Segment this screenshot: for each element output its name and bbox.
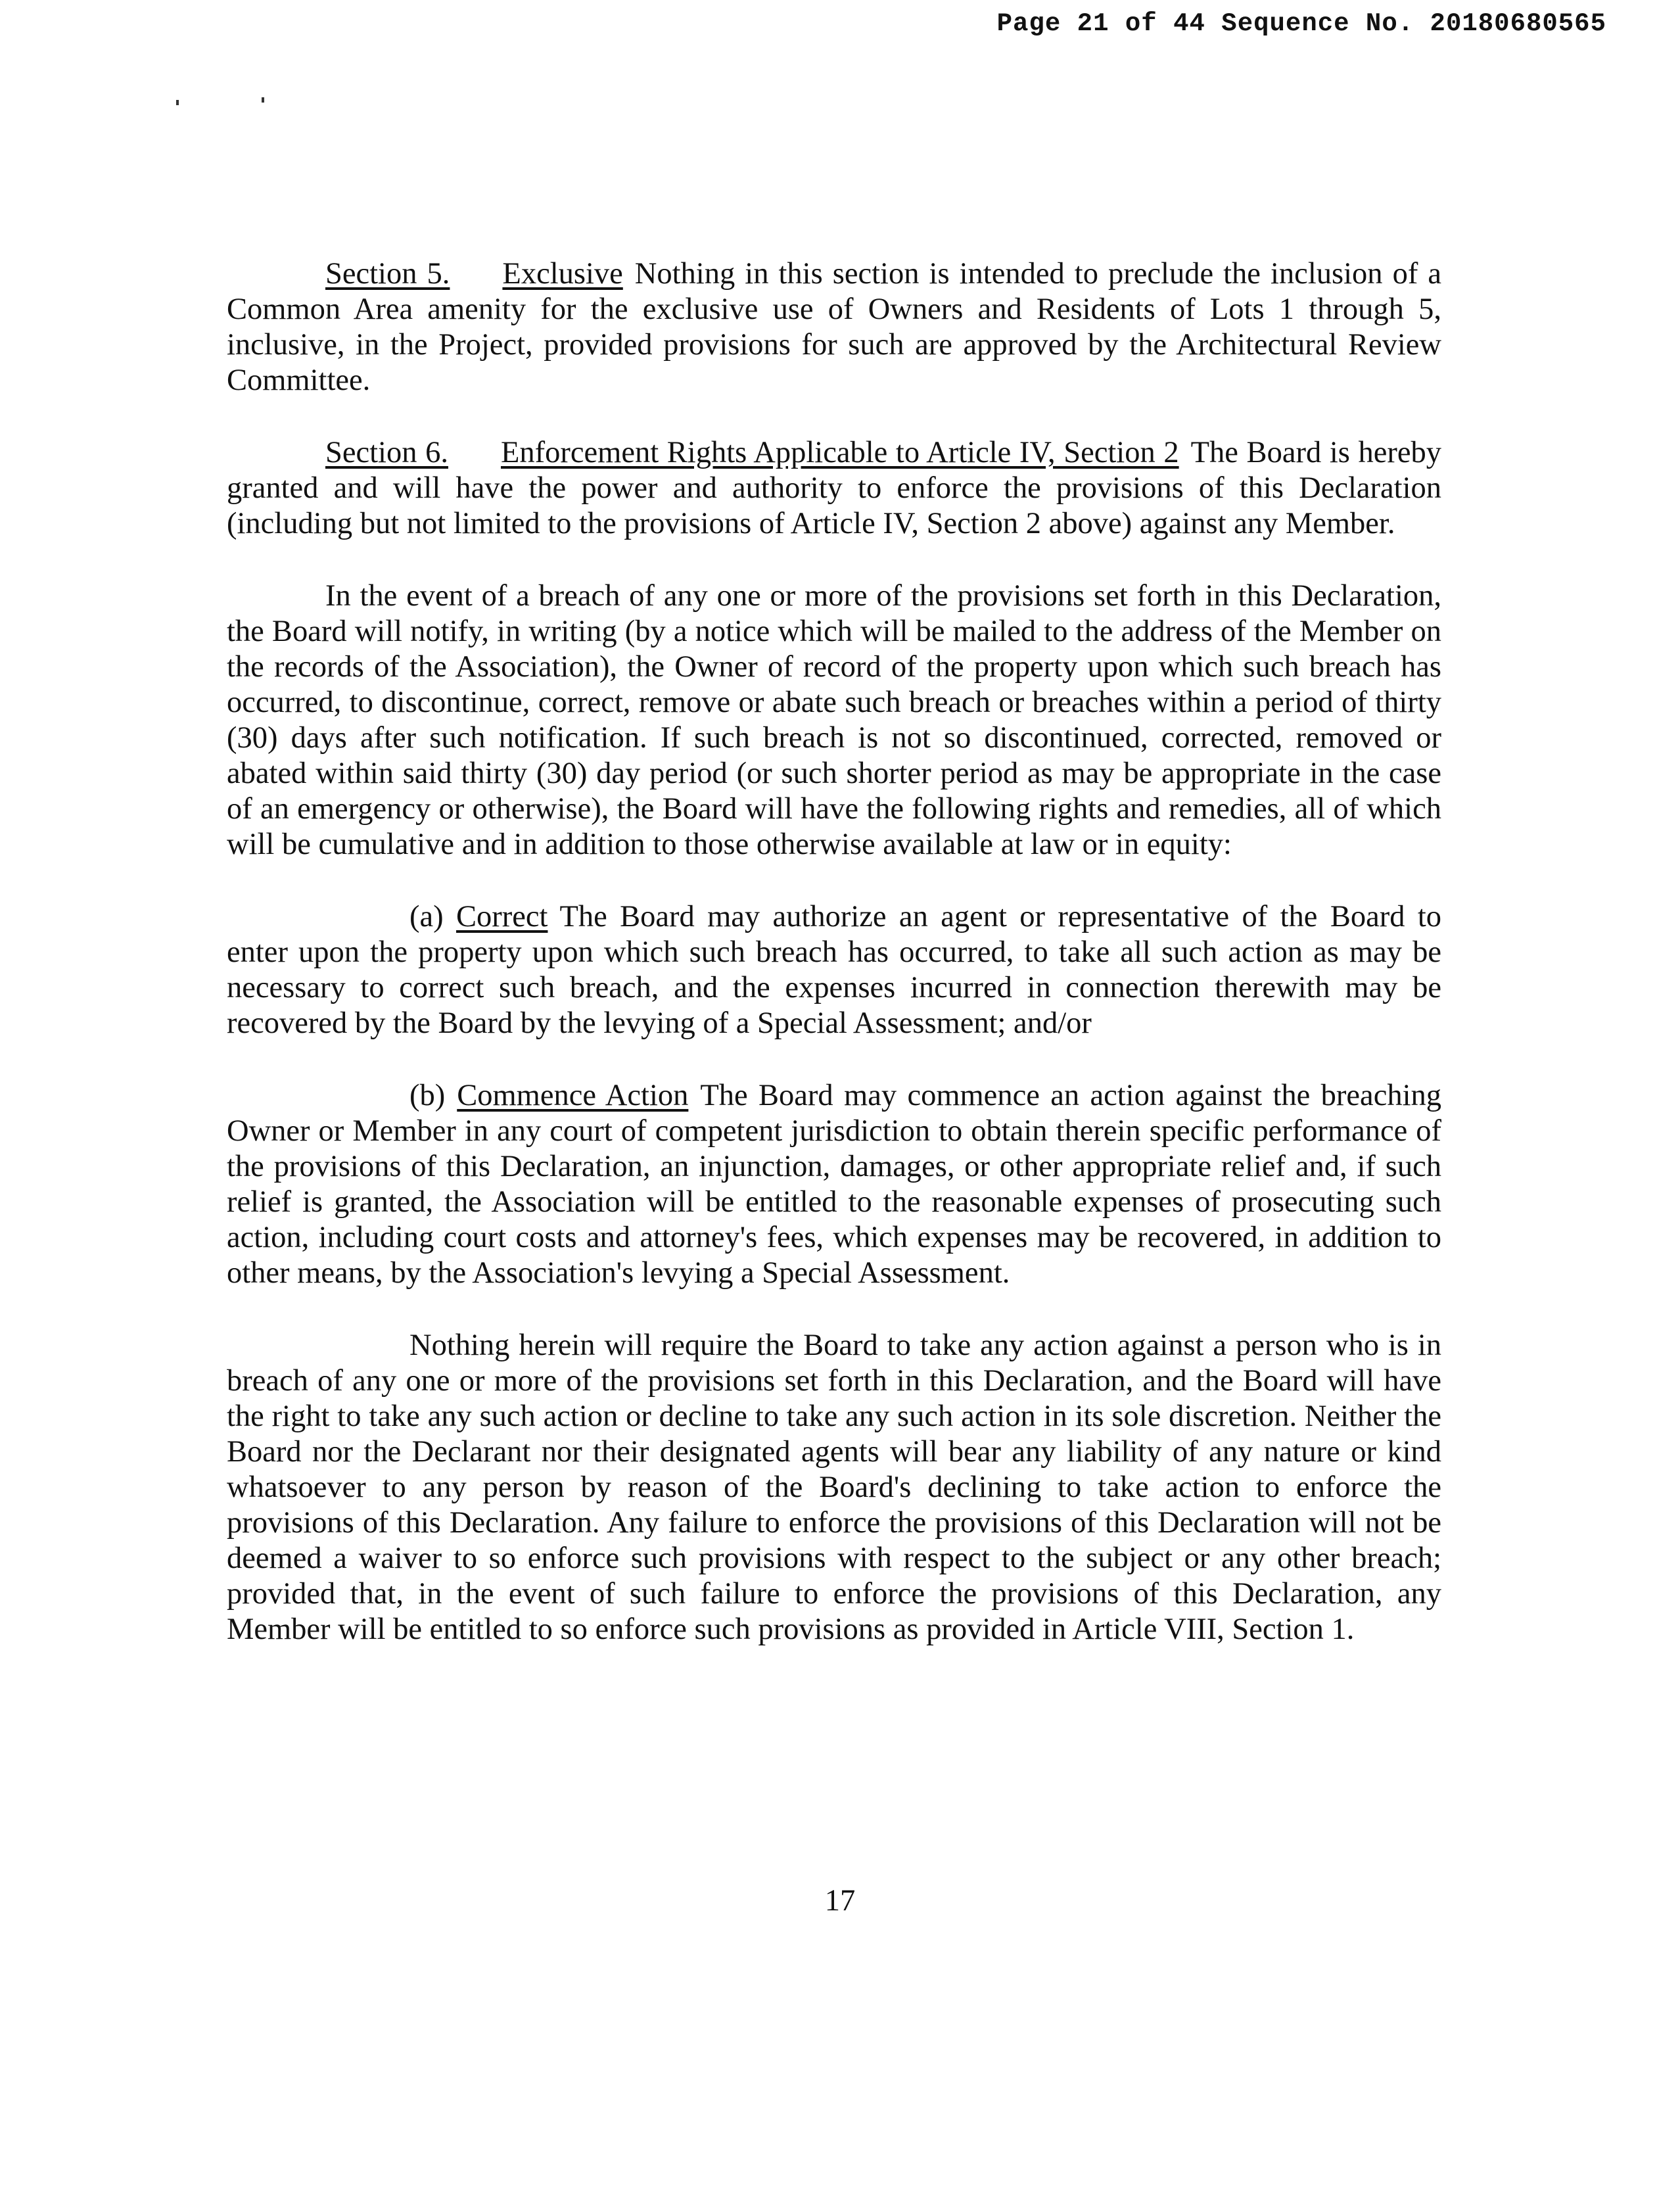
item-b-marker: (b) xyxy=(409,1079,446,1112)
section-6-label: Section 6. xyxy=(325,436,448,469)
item-b-heading: Commence Action xyxy=(457,1079,689,1112)
scan-speck xyxy=(262,97,264,103)
item-a-text: The Board may authorize an agent or representative of the Board to enter upon the property upon which such breach has occurred, to take all such action as may be necessary to correct such breach, and the expenses incurred in connection therewith may be recovered by the Board by the levying of a Special Assessment; and/or xyxy=(227,900,1442,1040)
breach-paragraph: In the event of a breach of any one or more of the provisions set forth in this Declaration, the Board will notify, in writing (by a notice which will be mailed to the address of the Member on the records of the Association), the Owner of record of the property upon which such breach has occurred, to discontinue, correct, remove or abate such breach or breaches within a period of thirty (30) days after such notification. If such breach is not so discontinued, corrected, removed or abated within said thirty (30) day period (or such shorter period as may be appropriate in the case of an emergency or otherwise), the Board will have the following rights and remedies, all of which will be cumulative and in addition to those otherwise available at law or in equity: xyxy=(227,579,1441,861)
section-6-text: The Board is hereby granted and will have the power and authority to enforce the provisions of this Declaration (including but not limited to the provisions of Article IV, Section 2 above) against any Member. xyxy=(227,436,1441,540)
item-b-text: The Board may commence an action against the breaching Owner or Member in any court of competent jurisdiction to obtain therein specific performance of the provisions of this Declaration, an injunction, damages, or other appropriate relief and, if such relief is granted, the Association will be entitled to the reasonable expenses of prosecuting such action, including court costs and attorney's fees, which expenses may be recovered, in addition to other means, by the Association's levying a Special Assessment. xyxy=(227,1079,1442,1290)
section-5-paragraph xyxy=(227,256,1441,398)
item-a-paragraph xyxy=(227,899,1441,1041)
page-number: 17 xyxy=(824,1884,856,1918)
item-a-marker: (a) xyxy=(409,900,444,933)
document-body xyxy=(227,256,1441,1684)
section-6-paragraph xyxy=(227,435,1441,542)
section-5-label: Section 5. xyxy=(325,257,450,291)
nothing-herein-paragraph: Nothing herein will require the Board to take any action against a person who is in breach of any one or more of the provisions set forth in this Declaration, and the Board will have the right to take any such action or decline to take any such action in its sole discretion. Neither the Board nor the Declarant nor their designated agents will bear any liability of any nature or kind whatsoever to any person by reason of the Board's declining to take action to enforce the provisions of this Declaration. Any failure to enforce the provisions of this Declaration will not be deemed a waiver to so enforce such provisions with respect to the subject or any other breach; provided that, in the event of such failure to enforce the provisions of this Declaration, any Member will be entitled to so enforce such provisions as provided in Article VIII, Section 1. xyxy=(227,1329,1441,1646)
section-6-heading: Enforcement Rights Applicable to Article IV, Section 2 xyxy=(501,436,1179,469)
page-header-stamp: Page 21 of 44 Sequence No. 20180680565 xyxy=(996,9,1606,38)
scan-speck xyxy=(176,100,179,105)
item-b-paragraph xyxy=(227,1078,1441,1291)
section-5-text: Nothing in this section is intended to preclude the inclusion of a Common Area amenity for the exclusive use of Owners and Residents of Lots 1 through 5, inclusive, in the Project, provided provisions for such are approved by the Architectural Review Committee. xyxy=(227,257,1442,397)
section-5-heading: Exclusive xyxy=(502,257,623,291)
item-a-heading: Correct xyxy=(456,900,548,933)
